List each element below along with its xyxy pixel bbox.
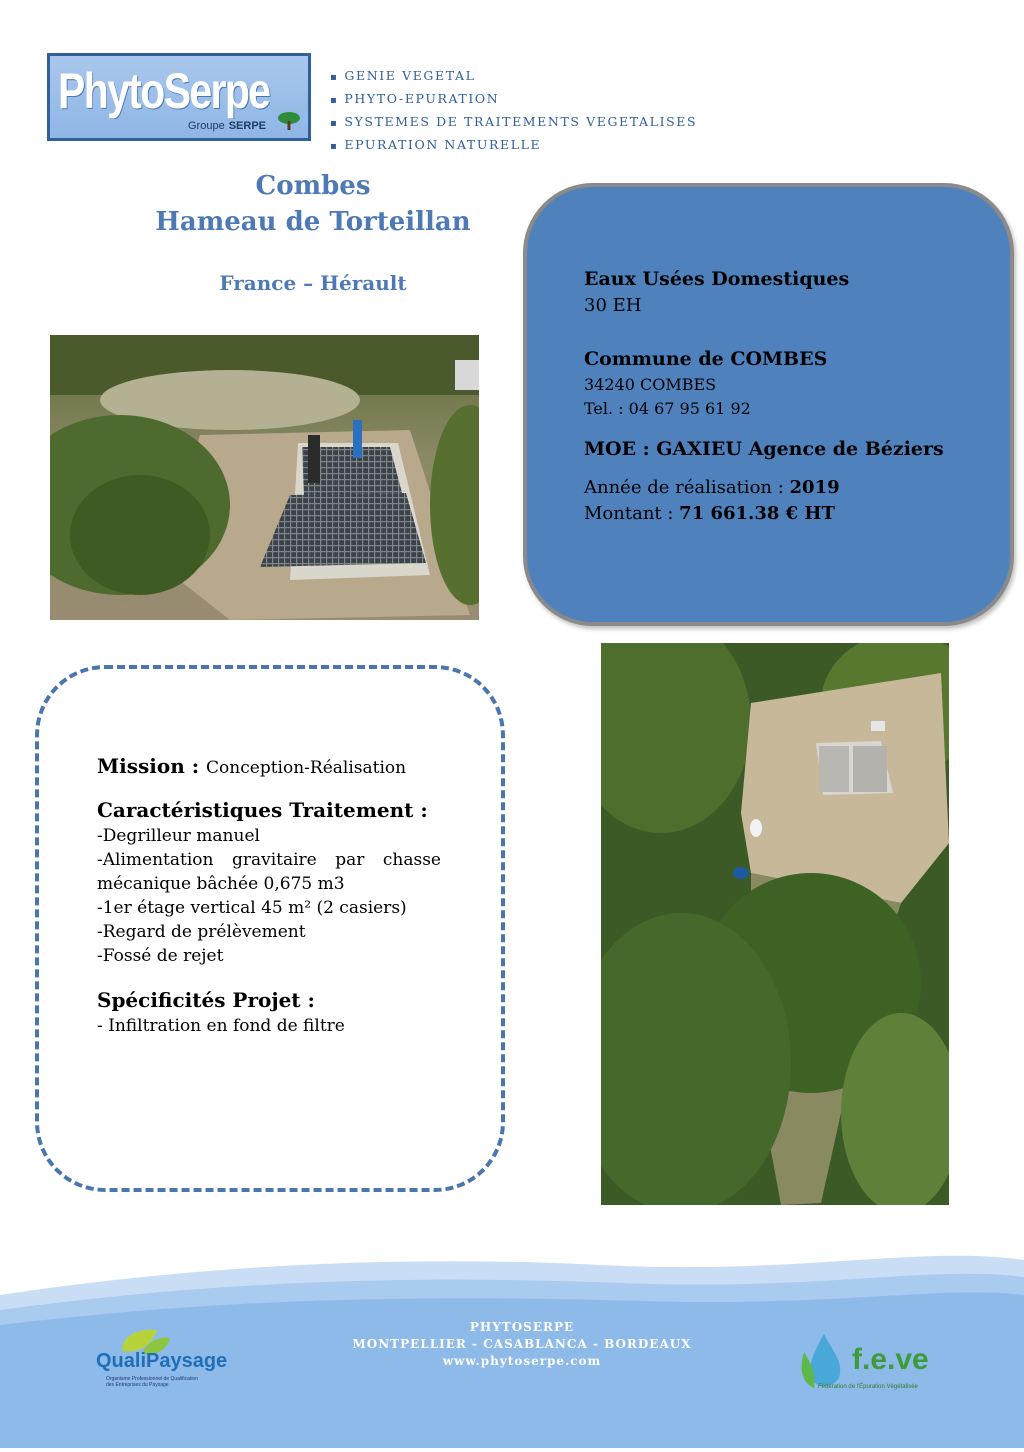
services-list xyxy=(330,64,697,156)
footer-cities: MONTPELLIER - CASABLANCA - BORDEAUX xyxy=(352,1337,692,1351)
capacity: 30 EH xyxy=(584,295,642,316)
site-photo xyxy=(50,335,479,620)
tree-icon xyxy=(276,110,302,132)
amount-line xyxy=(584,501,1004,527)
logo-group-label: Groupe xyxy=(188,120,225,132)
feve-tagline: Fédération de l'Épuration Végétalisée xyxy=(818,1384,918,1390)
treatment-item: mécanique bâchée 0,675 m3 xyxy=(97,874,345,894)
mission-label: Mission : xyxy=(97,754,207,778)
year-value: 2019 xyxy=(789,477,840,498)
amount-label: Montant : xyxy=(584,503,680,524)
footer-company: PHYTOSERPE xyxy=(469,1320,575,1334)
project-location: France – Hérault xyxy=(219,271,407,295)
year-line xyxy=(584,475,1004,501)
info-card-text xyxy=(584,265,1004,527)
mission-value: Conception-Réalisation xyxy=(206,758,407,778)
feve-drop-icon xyxy=(796,1332,846,1392)
treatment-item: -1er étage vertical 45 m² (2 casiers) xyxy=(97,898,407,918)
client-name: Commune de COMBES xyxy=(584,348,828,370)
aerial-photo-image xyxy=(601,643,949,1205)
project-subtitle: Hameau de Torteillan xyxy=(155,207,471,237)
service-item: ▪ SYSTEMES DE TRAITEMENTS VEGETALISES xyxy=(330,110,697,133)
footer-website[interactable]: www.phytoserpe.com xyxy=(442,1354,602,1368)
mission-line xyxy=(97,752,441,780)
logo-main-text: PhytoSerpe xyxy=(58,63,270,119)
client-phone: Tel. : 04 67 95 61 92 xyxy=(584,399,751,418)
aerial-photo xyxy=(601,643,949,1205)
treatment-item: -Fossé de rejet xyxy=(97,946,224,966)
feve-logo: f.e.ve xyxy=(852,1343,929,1376)
site-photo-image xyxy=(50,335,479,620)
project-title: Combes xyxy=(255,171,371,201)
mission-details xyxy=(97,752,441,1038)
year-label: Année de réalisation : xyxy=(584,477,790,498)
phytoserpe-logo xyxy=(47,53,311,141)
logo-group-text xyxy=(188,120,266,132)
client-address: 34240 COMBES xyxy=(584,375,717,394)
specifics-title: Spécificités Projet : xyxy=(97,988,315,1012)
service-item: ▪ EPURATION NATURELLE xyxy=(330,133,697,156)
wastewater-type: Eaux Usées Domestiques xyxy=(584,268,850,290)
qualipaysage-tagline: Organisme Professionnel de Qualification des Entreprises du Paysage xyxy=(106,1376,198,1388)
treatment-item: -Regard de prélèvement xyxy=(97,922,306,942)
specifics-item: - Infiltration en fond de filtre xyxy=(97,1016,345,1036)
treatment-title: Caractéristiques Traitement : xyxy=(97,798,428,822)
service-item: ▪ PHYTO-EPURATION xyxy=(330,87,697,110)
amount-value: 71 661.38 € HT xyxy=(679,503,835,524)
treatment-item: -Degrilleur manuel xyxy=(97,826,260,846)
treatment-item: -Alimentation gravitaire par chasse xyxy=(97,850,441,870)
qualipaysage-logo: QualiPaysage xyxy=(96,1350,228,1372)
moe: MOE : GAXIEU Agence de Béziers xyxy=(584,438,944,460)
logo-brand-label: SERPE xyxy=(228,120,266,132)
service-item: ▪ GENIE VEGETAL xyxy=(330,64,697,87)
